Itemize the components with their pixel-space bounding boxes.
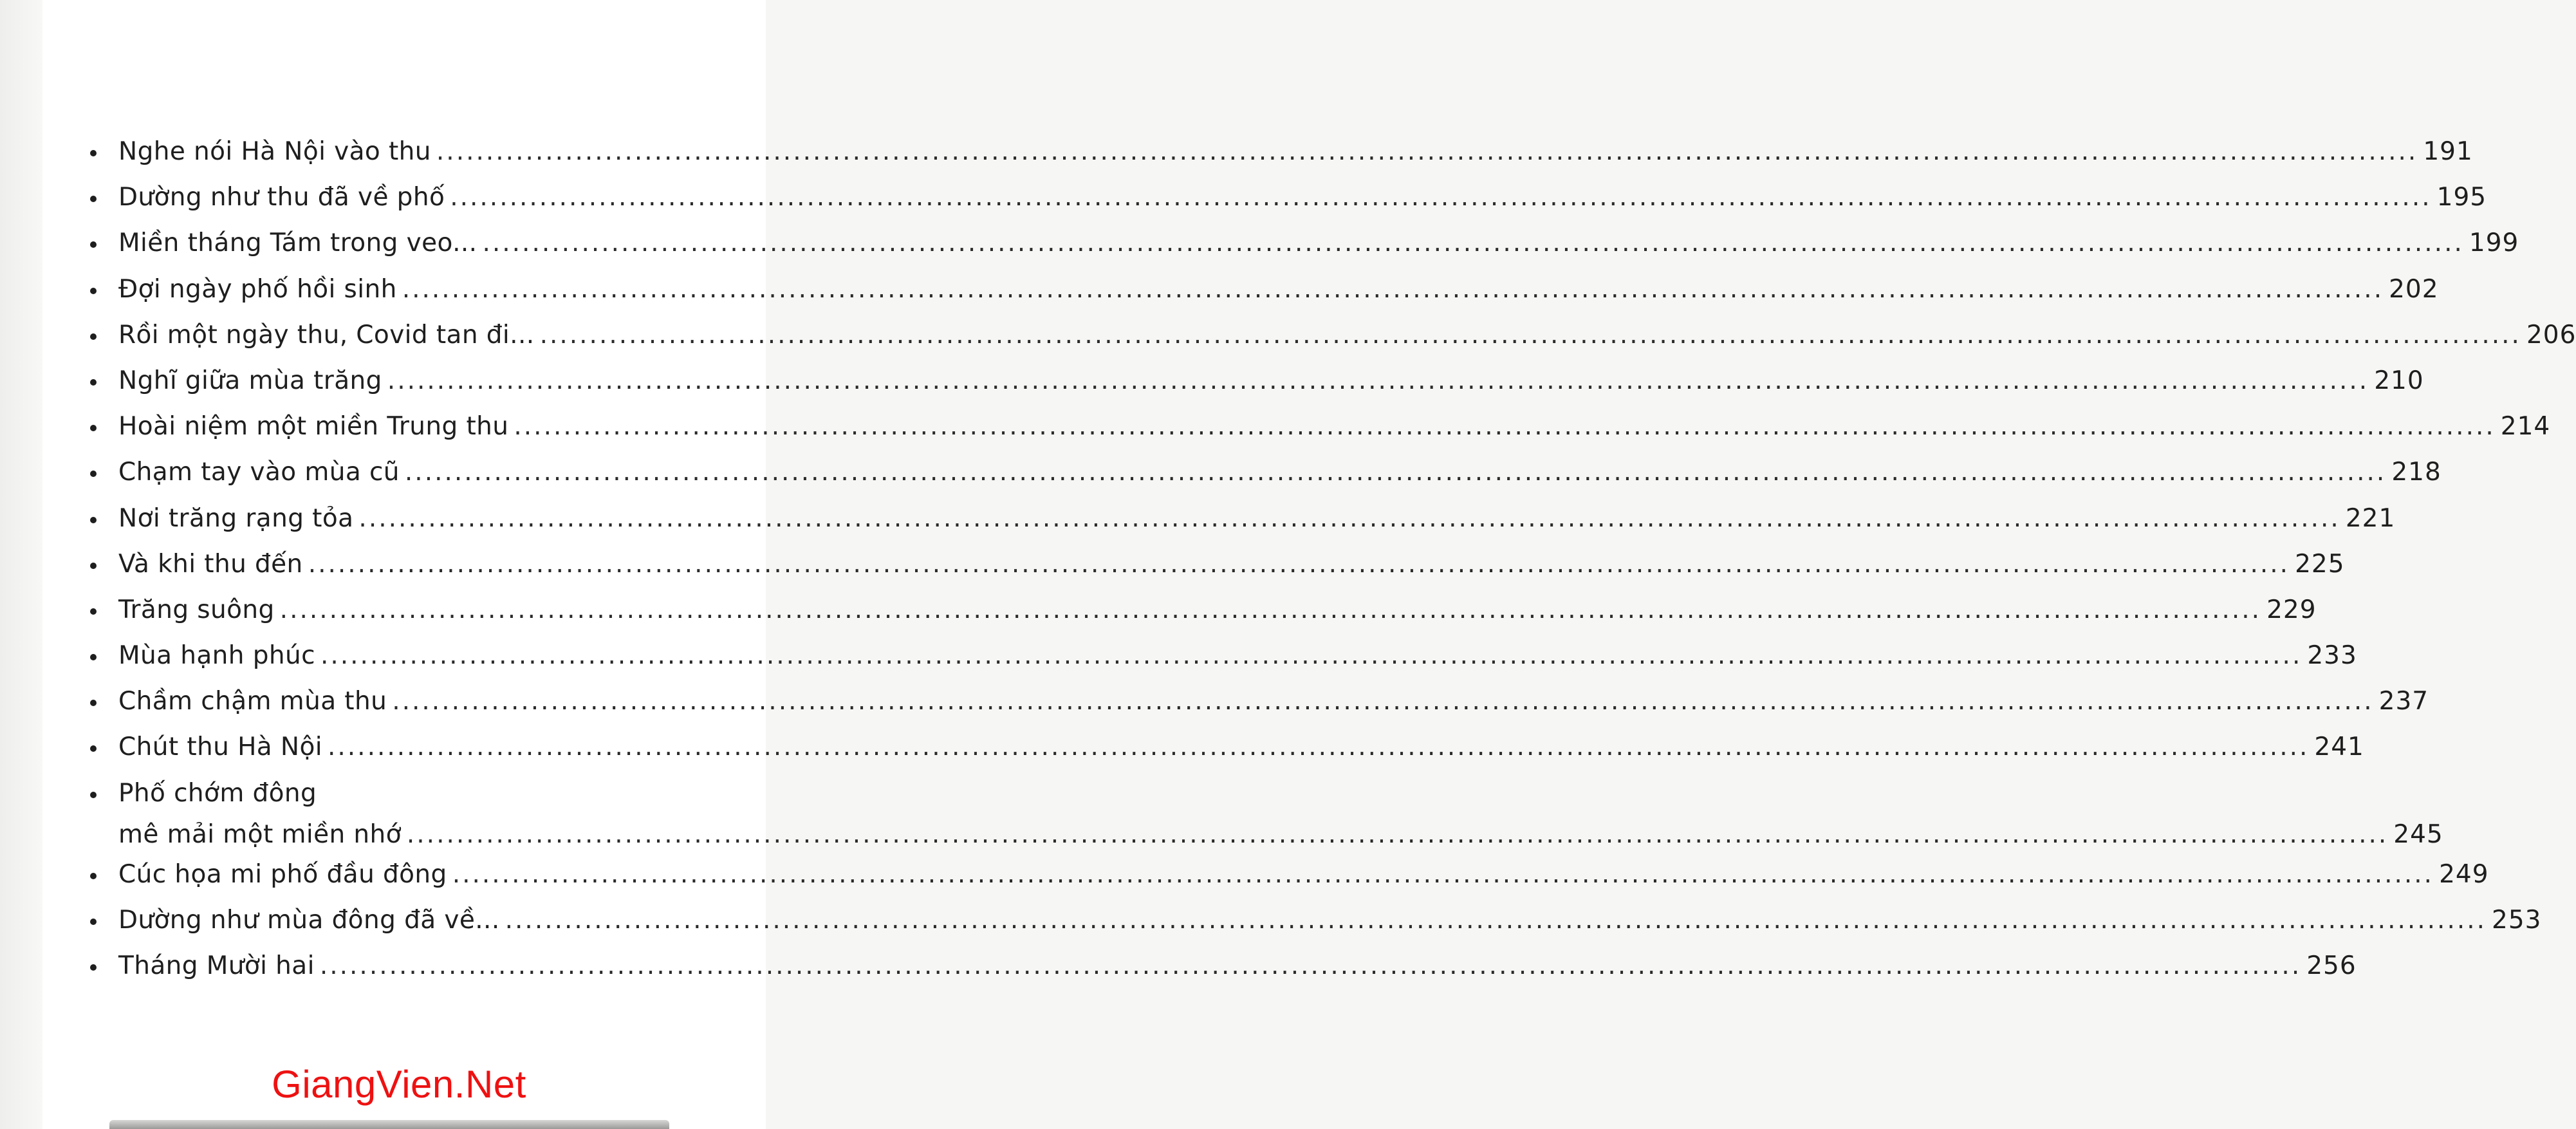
dot-leader: ........................................................................................................................................................................................................ <box>402 274 2384 304</box>
toc-entry-title: Nghĩ giữa mùa trăng <box>118 366 382 395</box>
toc-entry <box>90 902 2542 948</box>
toc-entry-title: Nghe nói Hà Nội vào thu <box>118 137 431 166</box>
dot-leader: ........................................................................................................................................................................................................ <box>279 595 2262 624</box>
dot-leader: ........................................................................................................................................................................................................ <box>452 859 2434 889</box>
toc-entry-title: Hoài niệm một miền Trung thu <box>118 412 509 442</box>
dot-leader: ........................................................................................................................................................................................................ <box>320 641 2303 671</box>
toc-entry-title: Dường như thu đã về phố <box>118 183 445 212</box>
dot-leader: ........................................................................................................................................................................................................ <box>392 687 2374 716</box>
toc-entry-page: 233 <box>2307 641 2357 671</box>
toc-entry <box>90 272 2439 317</box>
bullet-icon <box>90 608 97 615</box>
toc-entry-page: 241 <box>2314 732 2364 762</box>
toc-entry-page: 221 <box>2345 503 2396 533</box>
bullet-icon <box>90 792 97 798</box>
toc-entry-title: Và khi thu đến <box>118 549 303 579</box>
toc-entry-page: 195 <box>2436 183 2487 212</box>
toc-entry-page: 253 <box>2492 905 2542 935</box>
toc-entry <box>90 134 2473 180</box>
toc-entry <box>90 729 2364 775</box>
dot-leader: ........................................................................................................................................................................................................ <box>514 412 2496 442</box>
toc-entry-page: 256 <box>2306 951 2357 980</box>
toc-entry <box>90 592 2317 638</box>
toc-entry <box>90 501 2396 546</box>
toc-entry-title: Tháng Mười hai <box>118 951 315 980</box>
bullet-icon <box>90 964 97 971</box>
bullet-icon <box>90 196 97 202</box>
toc-entry <box>90 225 2519 271</box>
bullet-icon <box>90 241 97 248</box>
toc-entry-page: 206 <box>2526 320 2576 350</box>
bullet-icon <box>90 517 97 523</box>
toc-entry-title: Nơi trăng rạng tỏa <box>118 503 354 533</box>
toc-entry-page: 229 <box>2266 595 2317 624</box>
toc-entry-title: Chầm chậm mùa thu <box>118 687 387 716</box>
toc-entry-title: Cúc họa mi phố đầu đông <box>118 859 447 889</box>
dot-leader: ........................................................................................................................................................................................................ <box>406 819 2389 849</box>
dot-leader: ........................................................................................................................................................................................................ <box>358 503 2340 533</box>
toc-entry <box>90 363 2424 409</box>
bullet-icon <box>90 333 97 340</box>
bullet-icon <box>90 654 97 660</box>
toc-entry <box>90 684 2429 729</box>
bullet-icon <box>90 919 97 925</box>
bullet-icon <box>90 425 97 431</box>
toc-entry-title: Mùa hạnh phúc <box>118 641 315 671</box>
toc-entry <box>90 317 2576 363</box>
toc-entry-page: 210 <box>2374 366 2424 395</box>
toc-entry-page: 199 <box>2469 229 2519 258</box>
toc-entry <box>90 857 2489 902</box>
toc-entry <box>90 638 2357 684</box>
bullet-icon <box>90 873 97 879</box>
toc-entry-title: Đợi ngày phố hồi sinh <box>118 274 397 304</box>
toc-entry-title: Miền tháng Tám trong veo... <box>118 229 477 258</box>
dot-leader: ........................................................................................................................................................................................................ <box>539 320 2521 350</box>
toc-entry-title: Rồi một ngày thu, Covid tan đi... <box>118 320 535 350</box>
dot-leader: ........................................................................................................................................................................................................ <box>404 458 2387 487</box>
bullet-icon <box>90 563 97 569</box>
site-watermark: GiangVien.Net <box>272 1063 526 1106</box>
dot-leader: ........................................................................................................................................................................................................ <box>505 905 2487 935</box>
toc-entry-page: 237 <box>2378 687 2429 716</box>
toc-entry-page: 249 <box>2439 859 2489 889</box>
toc-entry-title: Dường như mùa đông đã về... <box>118 905 500 935</box>
dot-leader: ........................................................................................................................................................................................................ <box>319 951 2302 980</box>
toc-entry <box>90 454 2442 500</box>
bullet-icon <box>90 288 97 294</box>
page-edge <box>0 0 42 1129</box>
toc-entry <box>90 776 2443 857</box>
dot-leader: ........................................................................................................................................................................................................ <box>387 366 2369 395</box>
bullet-icon <box>90 471 97 477</box>
toc-entry-page: 225 <box>2295 549 2345 579</box>
bullet-icon <box>90 150 97 156</box>
table-of-contents <box>90 134 2576 994</box>
bullet-icon <box>90 745 97 752</box>
toc-entry-title: Chút thu Hà Nội <box>118 732 322 762</box>
dot-leader: ........................................................................................................................................................................................................ <box>327 732 2310 762</box>
toc-entry <box>90 409 2551 454</box>
dot-leader: ........................................................................................................................................................................................................ <box>482 229 2464 258</box>
toc-entry <box>90 546 2345 592</box>
toc-entry-title: Trăng suông <box>118 595 275 624</box>
bullet-icon <box>90 700 97 706</box>
dot-leader: ........................................................................................................................................................................................................ <box>436 137 2418 166</box>
page-bottom-edge <box>109 1120 669 1129</box>
toc-entry-page: 191 <box>2423 137 2473 166</box>
toc-entry-page: 218 <box>2391 458 2442 487</box>
toc-entry-title: Chạm tay vào mùa cũ <box>118 458 400 487</box>
toc-entry-title-continued: mê mải một miền nhớ <box>118 819 402 849</box>
toc-entry-page: 202 <box>2389 274 2439 304</box>
toc-entry-page: 214 <box>2500 412 2551 442</box>
toc-entry <box>90 948 2357 994</box>
dot-leader: ........................................................................................................................................................................................................ <box>450 183 2432 212</box>
toc-entry <box>90 180 2487 225</box>
dot-leader: ........................................................................................................................................................................................................ <box>308 549 2290 579</box>
bullet-icon <box>90 379 97 386</box>
toc-entry-title: Phố chớm đông <box>118 778 317 808</box>
toc-entry-page: 245 <box>2393 819 2443 849</box>
